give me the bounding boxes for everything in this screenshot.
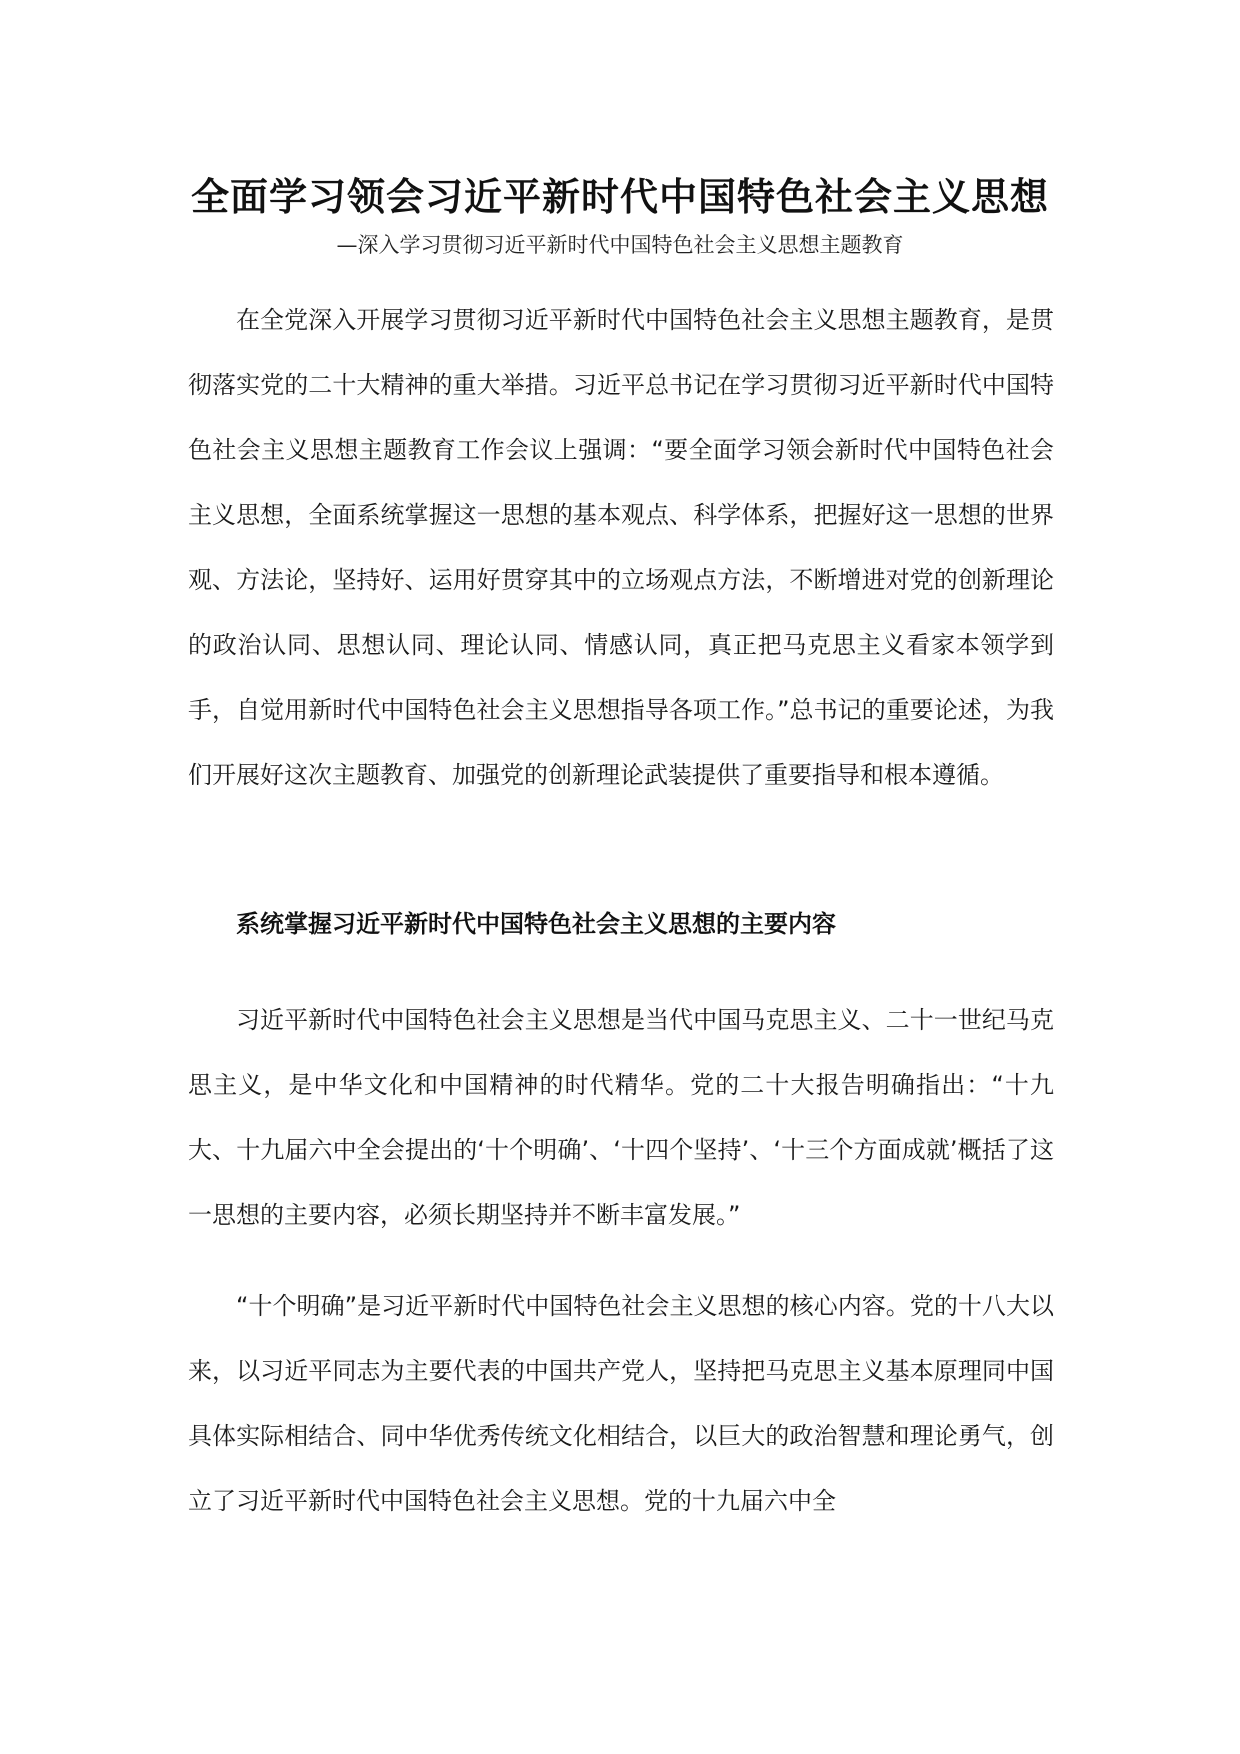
section-paragraph-2: “十个明确”是习近平新时代中国特色社会主义思想的核心内容。党的十八大以来，以习近平同志为主要代表的中国共产党人，坚持把马克思主义基本原理同中国具体实际相结合、同中华优秀传统文化相结合，以巨大的政治智慧和理论勇气，创立了习近平新时代中国特色社会主义思想。党的十九届六中全 xyxy=(188,1292,1054,1515)
document-title: 全面学习领会习近平新时代中国特色社会主义思想 xyxy=(190,175,1049,219)
document-subtitle: —深入学习贯彻习近平新时代中国特色社会主义思想主题教育 xyxy=(336,233,904,257)
section-paragraph-1: 习近平新时代中国特色社会主义思想是当代中国马克思主义、二十一世纪马克思主义，是中华文化和中国精神的时代精华。党的二十大报告明确指出：“十九大、十九届六中全会提出的‘十个明确’、‘十四个坚持’、‘十三个方面成就’概括了这一思想的主要内容，必须长期坚持并不断丰富发展。” xyxy=(188,1006,1054,1229)
intro-paragraph: 在全党深入开展学习贯彻习近平新时代中国特色社会主义思想主题教育，是贯彻落实党的二十大精神的重大举措。习近平总书记在学习贯彻习近平新时代中国特色社会主义思想主题教育工作会议上强调：“要全面学习领会新时代中国特色社会主义思想，全面系统掌握这一思想的基本观点、科学体系，把握好这一思想的世界观、方法论，坚持好、运用好贯穿其中的立场观点方法，不断增进对党的创新理论的政治认同、思想认同、理论认同、情感认同，真正把马克思主义看家本领学到手，自觉用新时代中国特色社会主义思想指导各项工作。”总书记的重要论述，为我们开展好这次主题教育、加强党的创新理论武装提供了重要指导和根本遵循。 xyxy=(188,306,1054,789)
section-heading: 系统掌握习近平新时代中国特色社会主义思想的主要内容 xyxy=(236,910,836,938)
